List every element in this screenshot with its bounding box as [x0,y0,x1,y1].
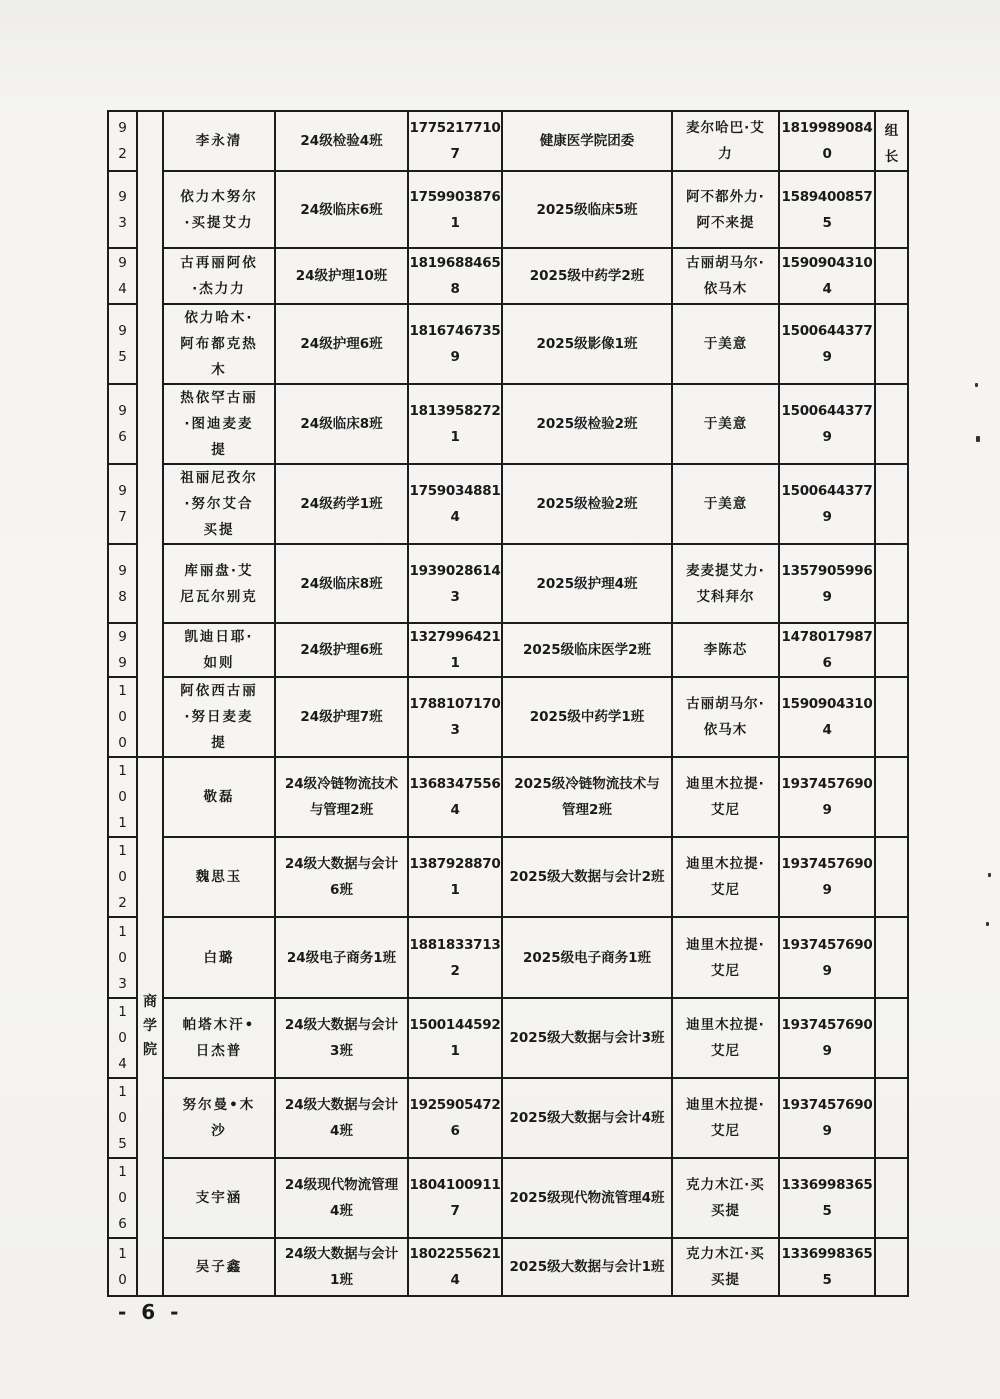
row-number: 9 7 [108,464,137,544]
mentor-phone: 13579059969 [779,544,875,623]
remark-cell [875,304,908,384]
student-name: 库丽盘·艾尼瓦尔别克 [163,544,275,623]
row-number: 1 0 5 [108,1078,137,1158]
college-name: 商学院 [143,994,157,1058]
mentor-name: 古丽胡马尔·依马木 [672,677,779,757]
college-health-cell [137,111,163,757]
mentor-phone: 15006443779 [779,384,875,464]
college-business-cell [137,757,163,1296]
student-name: 吴子鑫 [163,1238,275,1296]
student-phone: 17590348814 [408,464,502,544]
student-phone: 19390286143 [408,544,502,623]
student-name: 依力木努尔·买提艾力 [163,171,275,248]
current-class: 24级冷链物流技术与管理2班 [275,757,408,837]
row-number: 1 0 4 [108,998,137,1078]
mentor-name: 克力木江·买买提 [672,1238,779,1296]
page-number: - 6 - [118,1300,183,1324]
table-row [108,111,908,171]
mentor-phone: 15909043104 [779,248,875,304]
mentor-name: 于美意 [672,304,779,384]
current-class: 24级护理7班 [275,677,408,757]
remark-cell: 组长 [875,111,908,171]
remark-cell [875,1078,908,1158]
table-row [108,304,908,384]
row-number: 9 3 [108,171,137,248]
mentor-phone: 18199890840 [779,111,875,171]
mentor-name: 于美意 [672,464,779,544]
current-class: 24级护理6班 [275,304,408,384]
student-name: 李永清 [163,111,275,171]
remark-cell [875,384,908,464]
mentor-name: 麦尔哈巴·艾力 [672,111,779,171]
assigned-class: 2025级大数据与会计4班 [502,1078,672,1158]
table-row [108,1158,908,1238]
student-phone: 18167467359 [408,304,502,384]
table-row [108,464,908,544]
table-row [108,384,908,464]
current-class: 24级护理6班 [275,623,408,677]
assigned-class: 2025级大数据与会计1班 [502,1238,672,1296]
remark-cell [875,1238,908,1296]
mentor-name: 阿不都外力·阿不来提 [672,171,779,248]
student-phone: 17881071703 [408,677,502,757]
remark-cell [875,998,908,1078]
student-name: 帕塔木汗•日杰普 [163,998,275,1078]
remark-cell [875,837,908,917]
row-number: 9 9 [108,623,137,677]
row-number: 1 0 1 [108,757,137,837]
assigned-class: 2025级大数据与会计2班 [502,837,672,917]
mentor-name: 迪里木拉提·艾尼 [672,917,779,998]
student-phone: 18022556214 [408,1238,502,1296]
mentor-phone: 13369983655 [779,1238,875,1296]
student-phone: 15001445921 [408,998,502,1078]
current-class: 24级大数据与会计3班 [275,998,408,1078]
mentor-phone: 14780179876 [779,623,875,677]
current-class: 24级大数据与会计6班 [275,837,408,917]
mentor-name: 克力木江·买买提 [672,1158,779,1238]
table-row [108,171,908,248]
remark-cell [875,248,908,304]
table-row [108,1078,908,1158]
student-name: 支宇涵 [163,1158,275,1238]
mentor-name: 于美意 [672,384,779,464]
student-name: 阿依西古丽·努日麦麦提 [163,677,275,757]
student-name: 敬磊 [163,757,275,837]
mentor-name: 迪里木拉提·艾尼 [672,757,779,837]
assigned-class: 2025级护理4班 [502,544,672,623]
assigned-class: 2025级影像1班 [502,304,672,384]
student-phone: 17752177107 [408,111,502,171]
current-class: 24级大数据与会计1班 [275,1238,408,1296]
mentor-name: 古丽胡马尔·依马木 [672,248,779,304]
assigned-class: 2025级冷链物流技术与管理2班 [502,757,672,837]
student-phone: 13879288701 [408,837,502,917]
remark-cell [875,171,908,248]
student-phone: 18196884658 [408,248,502,304]
current-class: 24级药学1班 [275,464,408,544]
table-row [108,837,908,917]
student-name: 古再丽阿依·杰力力 [163,248,275,304]
row-number: 9 2 [108,111,137,171]
student-phone: 13279964211 [408,623,502,677]
assigned-class: 2025级现代物流管理4班 [502,1158,672,1238]
student-name: 努尔曼•木沙 [163,1078,275,1158]
remark-cell [875,464,908,544]
mentor-phone: 15006443779 [779,464,875,544]
row-number: 1 0 0 [108,677,137,757]
remark-cell [875,677,908,757]
mentor-phone: 19374576909 [779,1078,875,1158]
mentor-phone: 19374576909 [779,998,875,1078]
mentor-phone: 13369983655 [779,1158,875,1238]
mentor-phone: 19374576909 [779,917,875,998]
student-name: 祖丽尼孜尔·努尔艾合买提 [163,464,275,544]
remark-cell [875,1158,908,1238]
assigned-class: 2025级临床5班 [502,171,672,248]
assigned-class: 2025级临床医学2班 [502,623,672,677]
remark-cell [875,544,908,623]
mentor-phone: 19374576909 [779,837,875,917]
mentor-name: 李陈芯 [672,623,779,677]
mentor-phone: 15894008575 [779,171,875,248]
student-name: 凯迪日耶·如则 [163,623,275,677]
student-name: 热依罕古丽·图迪麦麦提 [163,384,275,464]
current-class: 24级临床8班 [275,384,408,464]
assigned-class: 2025级中药学2班 [502,248,672,304]
assigned-class: 健康医学院团委 [502,111,672,171]
student-name: 魏思玉 [163,837,275,917]
mentor-phone: 15006443779 [779,304,875,384]
table-row [108,677,908,757]
current-class: 24级临床6班 [275,171,408,248]
assigned-class: 2025级中药学1班 [502,677,672,757]
row-number: 9 8 [108,544,137,623]
table-row [108,917,908,998]
current-class: 24级电子商务1班 [275,917,408,998]
current-class: 24级检验4班 [275,111,408,171]
table-row [108,248,908,304]
student-phone: 18818337132 [408,917,502,998]
remark-cell [875,757,908,837]
current-class: 24级现代物流管理4班 [275,1158,408,1238]
assigned-class: 2025级电子商务1班 [502,917,672,998]
student-phone: 19259054726 [408,1078,502,1158]
assigned-class: 2025级大数据与会计3班 [502,998,672,1078]
assigned-class: 2025级检验2班 [502,464,672,544]
table-row [108,757,908,837]
table-row [108,998,908,1078]
current-class: 24级大数据与会计4班 [275,1078,408,1158]
student-name: 依力哈木·阿布都克热木 [163,304,275,384]
table-row [108,623,908,677]
table-row [108,544,908,623]
mentor-phone: 15909043104 [779,677,875,757]
mentor-name: 迪里木拉提·艾尼 [672,998,779,1078]
row-number: 1 0 6 [108,1158,137,1238]
student-phone: 18139582721 [408,384,502,464]
student-phone: 13683475564 [408,757,502,837]
row-number: 9 4 [108,248,137,304]
row-number: 1 0 2 [108,837,137,917]
row-number: 1 0 [108,1238,137,1296]
student-phone: 18041009117 [408,1158,502,1238]
row-number: 1 0 3 [108,917,137,998]
current-class: 24级护理10班 [275,248,408,304]
remark-cell [875,917,908,998]
student-roster-table [107,110,909,1297]
row-number: 9 6 [108,384,137,464]
mentor-name: 迪里木拉提·艾尼 [672,837,779,917]
row-number: 9 5 [108,304,137,384]
table-row [108,1238,908,1296]
current-class: 24级临床8班 [275,544,408,623]
assigned-class: 2025级检验2班 [502,384,672,464]
mentor-name: 迪里木拉提·艾尼 [672,1078,779,1158]
mentor-phone: 19374576909 [779,757,875,837]
student-phone: 17599038761 [408,171,502,248]
student-name: 白璐 [163,917,275,998]
remark-cell [875,623,908,677]
mentor-name: 麦麦提艾力·艾科拜尔 [672,544,779,623]
